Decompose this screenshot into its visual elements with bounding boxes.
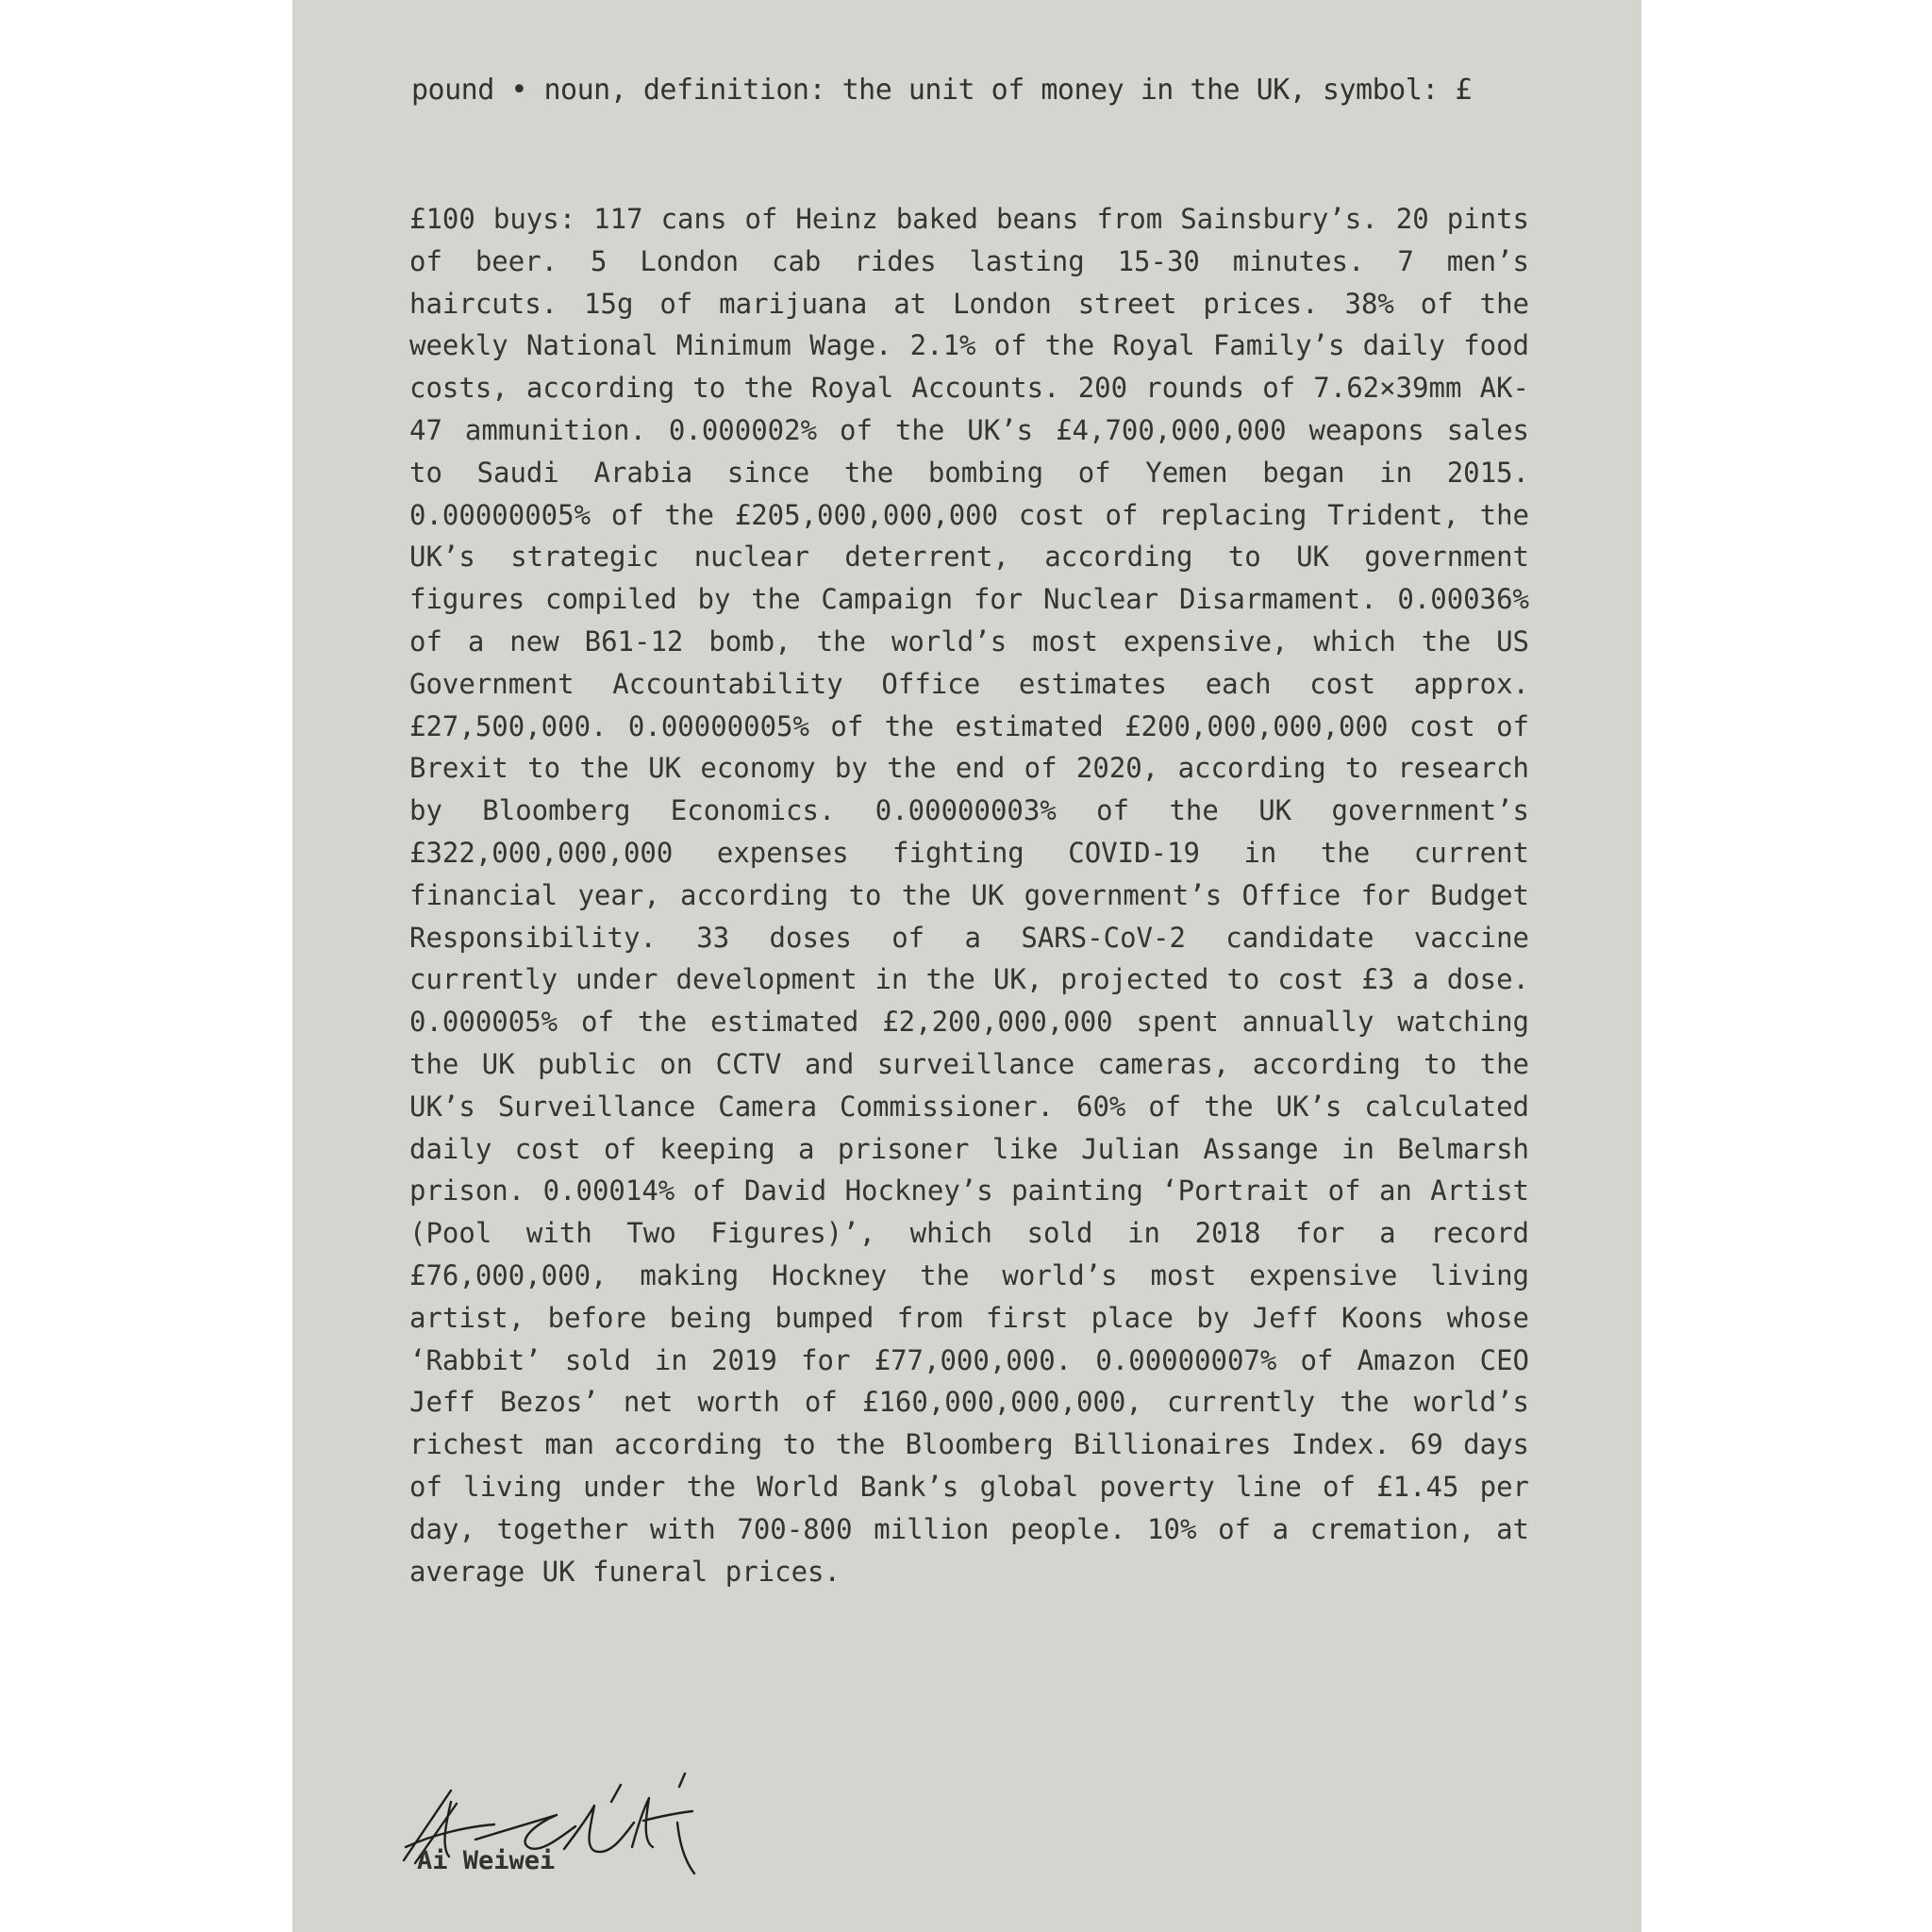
artist-name: Ai Weiwei bbox=[417, 1846, 556, 1875]
print-sheet bbox=[292, 0, 1641, 1932]
body-paragraph: £100 buys: 117 cans of Heinz baked beans from Sainsbury’s. 20 pints of beer. 5 London cab rides lasting 15-30 minutes. 7 men’s haircuts. 15g of marijuana at London street prices. 38% of the weekly National Minimum Wage. 2.1% of the Royal Family’s daily food costs, according to the Royal Accounts. 200 rounds of 7.62×39mm AK-47 ammunition. 0.000002% of the UK’s £4,700,000,000 weapons sales to Saudi Arabia since the bombing of Yemen began in 2015. 0.00000005% of the £205,000,000,000 cost of replacing Trident, the UK’s strategic nuclear deterrent, according to UK government figures compiled by the Campaign for Nuclear Disarmament. 0.00036% of a new B61-12 bomb, the world’s most expensive, which the US Government Accountability Office estimates each cost approx. £27,500,000. 0.00000005% of the estimated £200,000,000,000 cost of Brexit to the UK economy by the end of 2020, according to research by Bloomberg Economics. 0.00000003% of the UK government’s £322,000,000,000 expenses fighting COVID-19 in the current financial year, according to the UK government’s Office for Budget Responsibility. 33 doses of a SARS-CoV-2 candidate vaccine currently under development in the UK, projected to cost £3 a dose. 0.000005% of the estimated £2,200,000,000 spent annually watching the UK public on CCTV and surveillance cameras, according to the UK’s Surveillance Camera Commissioner. 60% of the UK’s calculated daily cost of keeping a prisoner like Julian Assange in Belmarsh prison. 0.00014% of David Hockney’s painting ‘Portrait of an Artist (Pool with Two Figures)’, which sold in 2018 for a record £76,000,000, making Hockney the world’s most expensive living artist, before being bumped from first place by Jeff Koons whose ‘Rabbit’ sold in 2019 for £77,000,000. 0.00000007% of Amazon CEO Jeff Bezos’ net worth of £160,000,000,000, currently the world’s richest man according to the Bloomberg Billionaires Index. 69 days of living under the World Bank’s global poverty line of £1.45 per day, together with 700-800 million people. 10% of a cremation, at average UK funeral prices. bbox=[409, 203, 1529, 1588]
definition-header: pound • noun, definition: the unit of money in the UK, symbol: £ bbox=[411, 74, 1472, 107]
